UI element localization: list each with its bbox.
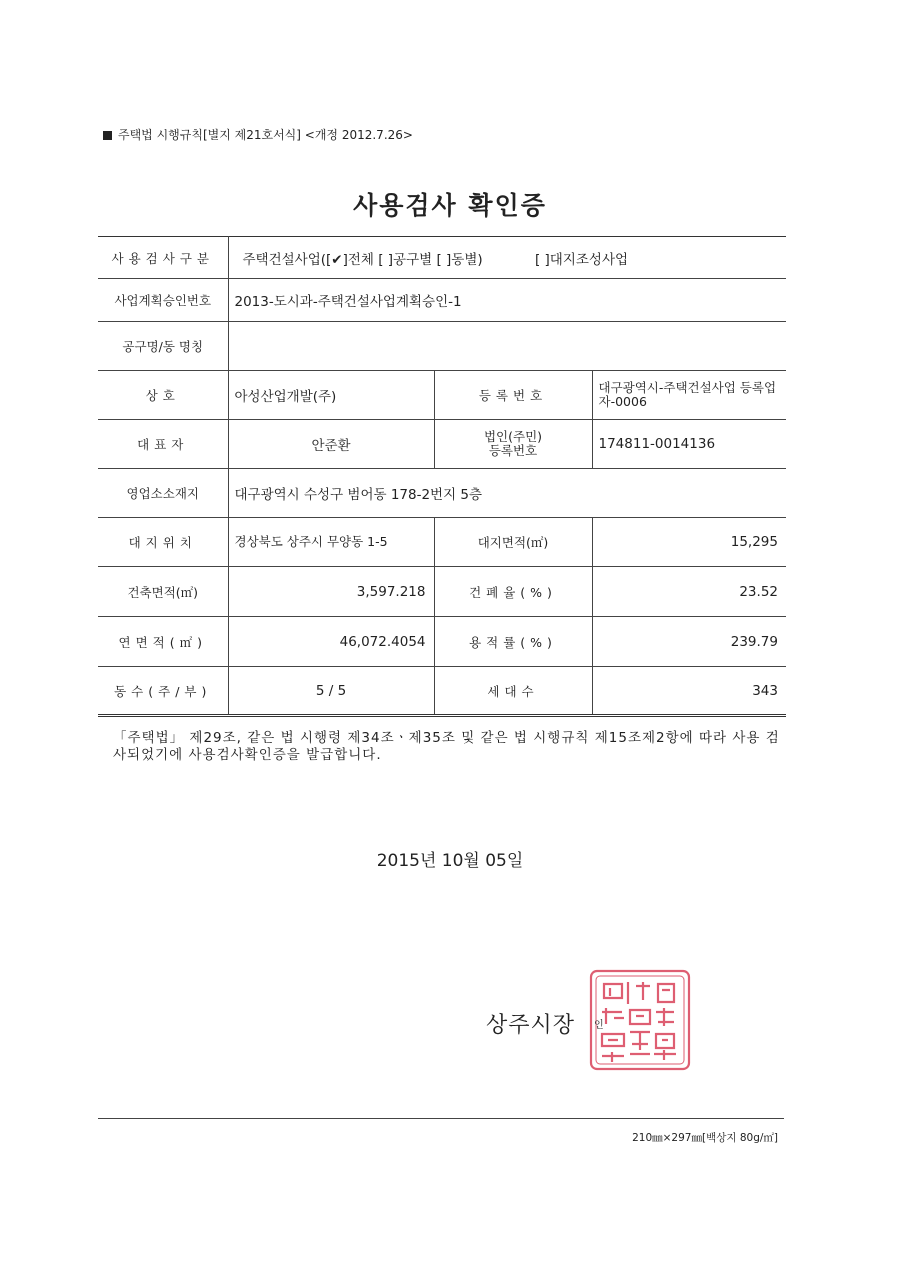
- value-company: 아성산업개발(주): [228, 371, 434, 420]
- certificate-table: [98, 236, 786, 717]
- row-approval-no: [98, 279, 786, 322]
- value-building-area: 3,597.218: [228, 567, 434, 617]
- value-office: 대구광역시 수성구 범어동 178-2번지 5층: [228, 469, 786, 518]
- value-corp-registration: 174811-0014136: [592, 420, 786, 469]
- value-category: 주택건설사업([✔]전체 [ ]공구별 [ ]동별) [ ]대지조성사업: [228, 237, 786, 279]
- value-coverage-ratio: 23.52: [592, 567, 786, 617]
- row-category: [98, 237, 786, 279]
- value-floor-area-ratio: 239.79: [592, 617, 786, 667]
- label-representative: 대표자: [98, 420, 228, 469]
- seal-mark-label: 인: [594, 1020, 604, 1031]
- label-site: 대지위치: [98, 518, 228, 567]
- row-building-area: [98, 567, 786, 617]
- footer-divider: [98, 1118, 784, 1119]
- label-floor-area: 연면적(㎡): [98, 617, 228, 667]
- value-section-name: [228, 322, 786, 371]
- value-floor-area: 46,072.4054: [228, 617, 434, 667]
- value-representative: 안준환: [228, 420, 434, 469]
- row-section-name: [98, 322, 786, 371]
- row-floor-area: [98, 617, 786, 667]
- issue-date: 2015년 10월 05일: [376, 851, 524, 871]
- row-office: [98, 469, 786, 518]
- value-site-area: 15,295: [592, 518, 786, 567]
- label-approval-no: 사업계획승인번호: [98, 279, 228, 322]
- row-representative: [98, 420, 786, 469]
- certification-statement: 「주택법」 제29조, 같은 법 시행령 제34조ㆍ제35조 및 같은 법 시행규칙 제15조제2항에 따라 사용 검사되었기에 사용검사확인증을 발급합니다.: [113, 730, 780, 763]
- paper-spec: 210㎜×297㎜[백상지 80g/㎡]: [632, 1132, 778, 1144]
- value-site: 경상북도 상주시 무양동 1-5: [228, 518, 434, 567]
- label-category: 사용검사구분: [98, 237, 228, 279]
- document-title: 사용검사 확인증: [353, 191, 547, 220]
- row-site: [98, 518, 786, 567]
- label-corp-registration: 법인(주민) 등록번호: [434, 420, 592, 469]
- issuer-name: 상주시장: [486, 1013, 576, 1038]
- label-coverage-ratio: 건폐율(%): [434, 567, 592, 617]
- label-building-area: 건축면적(㎡): [98, 567, 228, 617]
- label-registration-no: 등록번호: [434, 371, 592, 420]
- form-reference: 주택법 시행규칙[별지 제21호서식] <개정 2012.7.26>: [103, 126, 413, 143]
- value-registration-no: 대구광역시-주택건설사업 등록업자-0006: [592, 371, 786, 420]
- label-households: 세대수: [434, 667, 592, 716]
- value-approval-no: 2013-도시과-주택건설사업계획승인-1: [228, 279, 786, 322]
- square-bullet-icon: [103, 131, 112, 140]
- label-site-area: 대지면적(㎡): [434, 518, 592, 567]
- label-company: 상호: [98, 371, 228, 420]
- label-floor-area-ratio: 용적률(%): [434, 617, 592, 667]
- row-company: [98, 371, 786, 420]
- value-households: 343: [592, 667, 786, 716]
- label-section-name: 공구명/동 명칭: [98, 322, 228, 371]
- label-buildings: 동수(주/부): [98, 667, 228, 716]
- label-office: 영업소소재지: [98, 469, 228, 518]
- value-buildings: 5 / 5: [228, 667, 434, 716]
- row-buildings: [98, 667, 786, 716]
